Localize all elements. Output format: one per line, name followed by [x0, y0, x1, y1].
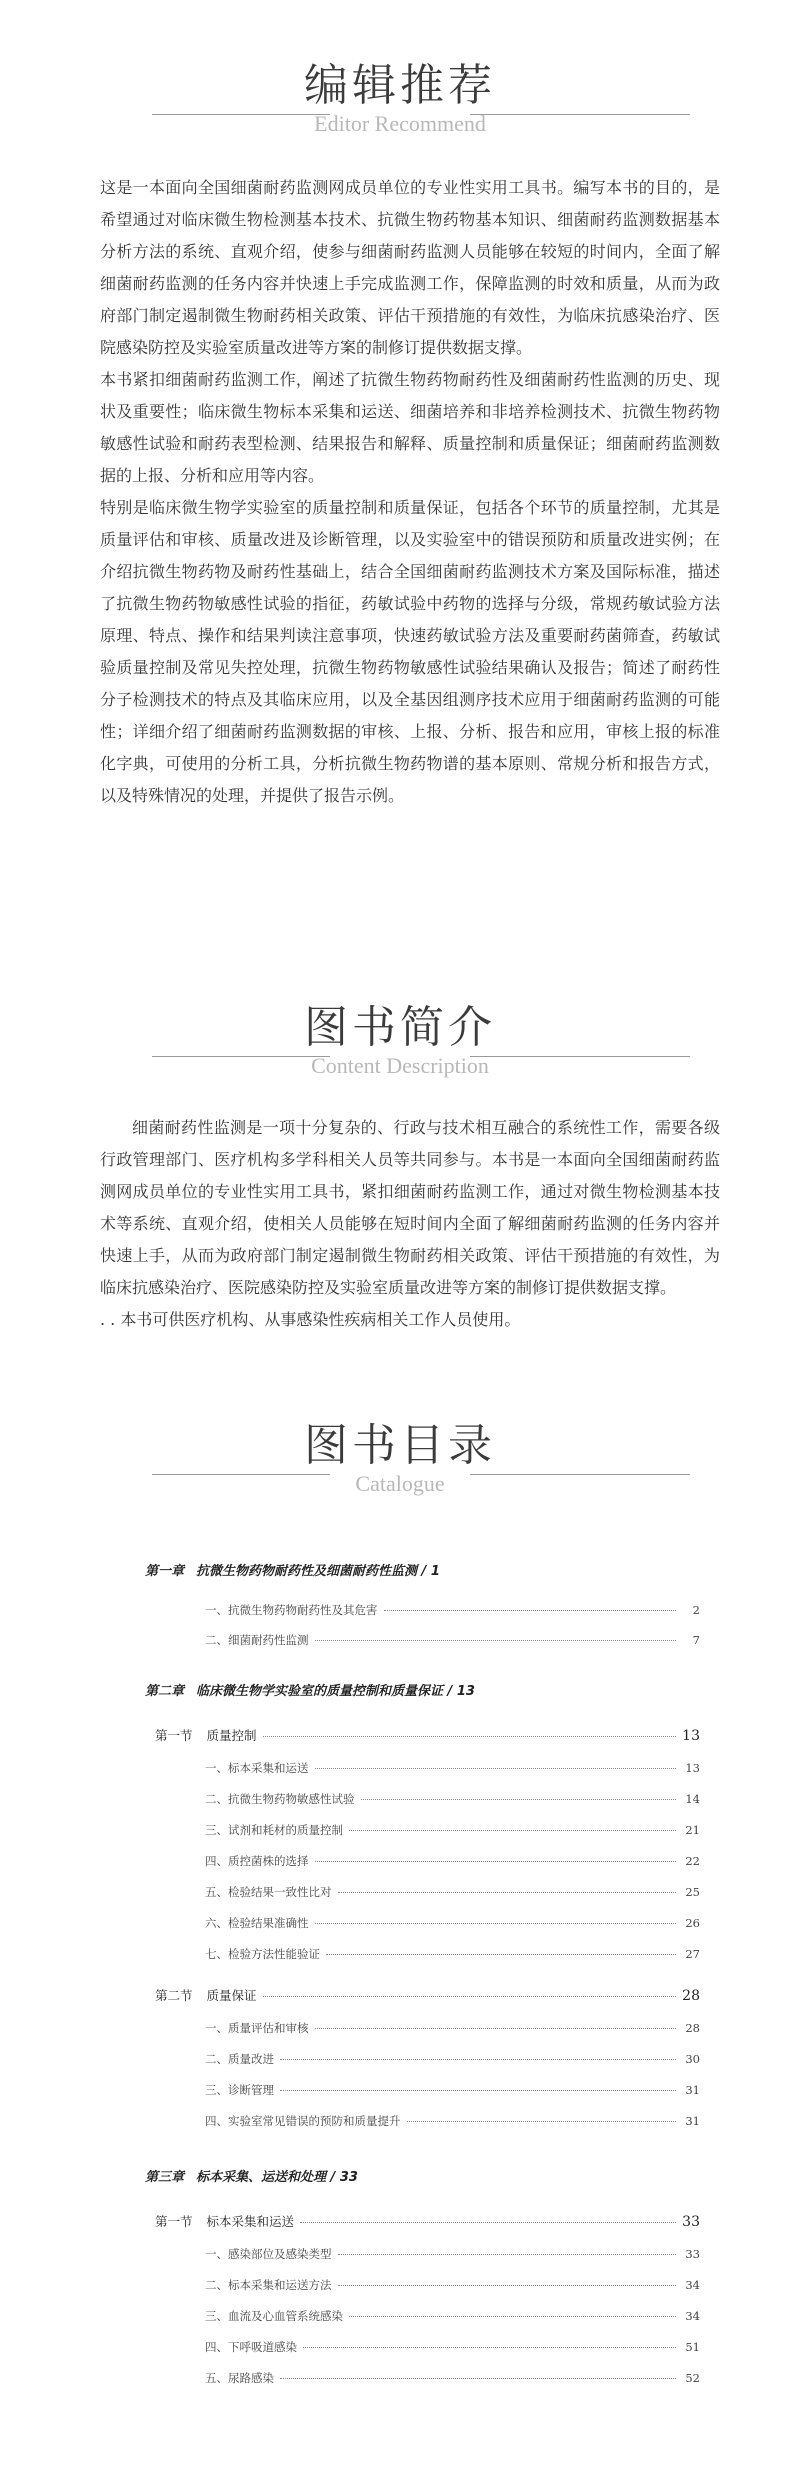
- toc-entry-page: 31: [685, 2083, 700, 2097]
- content-description-heading: [0, 1000, 800, 1090]
- chapter-number: 第一章: [145, 1564, 185, 1579]
- toc-entry-label: 三、血流及心血管系统感染: [205, 2309, 343, 2323]
- toc-chapter[interactable]: [145, 2166, 358, 2185]
- catalogue-heading: [0, 1418, 800, 1508]
- intro-paragraph: 细菌耐药性监测是一项十分复杂的、行政与技术相互融合的系统性工作，需要各级行政管理部门、医疗机构多学科相关人员等共同参与。本书是一本面向全国细菌耐药监测网成员单位的专业性实用工具书，紧扣细菌耐药监测工作，通过对微生物检测基本技术等系统、直观介绍，使相关人员能够在短时间内全面了解细菌耐药监测的任务内容并快速上手，从而为政府部门制定遏制微生物耐药相关政策、评估干预措施的有效性，为临床抗感染治疗、医院感染防控及实验室质量改进等方案的制修订提供数据支撑。: [100, 1118, 720, 1297]
- section-number: 第一节: [155, 1728, 193, 1743]
- toc-entry-page: 26: [685, 1916, 700, 1930]
- toc-entry-label: 二、质量改进: [205, 2052, 274, 2066]
- leader-dots: [407, 2121, 677, 2122]
- intro-paragraph: . . 本书可供医疗机构、从事感染性疾病相关工作人员使用。: [100, 1310, 521, 1329]
- toc-entry[interactable]: [205, 2277, 700, 2293]
- leader-dots: [315, 1640, 677, 1641]
- toc-section[interactable]: [155, 1986, 700, 2004]
- toc-entry[interactable]: [205, 2020, 700, 2036]
- toc-entry-label: 四、实验室常见错误的预防和质量提升: [205, 2114, 401, 2128]
- section-number: 第二节: [155, 1988, 193, 2003]
- catalogue-title-cn: 图书目录: [304, 1420, 496, 1471]
- leader-dots: [361, 1799, 677, 1800]
- toc-entry[interactable]: [205, 1822, 700, 1838]
- section-page: 13: [682, 1728, 700, 1744]
- intro-title-en: Content Description: [311, 1053, 489, 1078]
- toc-entry-label: 四、质控菌株的选择: [205, 1854, 309, 1868]
- editor-title-cn: 编辑推荐: [304, 60, 496, 111]
- toc-entry-label: 一、抗微生物药物耐药性及其危害: [205, 1603, 378, 1617]
- toc-entry[interactable]: [205, 1760, 700, 1776]
- toc-entry-label: 二、细菌耐药性监测: [205, 1633, 309, 1647]
- toc-entry-page: 33: [685, 2247, 700, 2261]
- toc-entry[interactable]: [205, 1853, 700, 1869]
- leader-dots: [263, 1736, 676, 1737]
- toc-entry-label: 二、抗微生物药物敏感性试验: [205, 1792, 355, 1806]
- leader-dots: [315, 2028, 677, 2029]
- toc-entry-label: 六、检验结果准确性: [205, 1916, 309, 1930]
- section-number: 第一节: [155, 2214, 193, 2229]
- section-title: 质量保证: [206, 1988, 257, 2003]
- toc-entry-page: 52: [685, 2371, 700, 2385]
- toc-entry[interactable]: [205, 2308, 700, 2324]
- toc-entry-page: 21: [685, 1823, 700, 1837]
- leader-dots: [338, 2285, 677, 2286]
- toc-entry-page: 14: [685, 1792, 700, 1806]
- toc-entry-label: 七、检验方法性能验证: [205, 1947, 320, 1961]
- toc-entry[interactable]: [205, 1884, 700, 1900]
- toc-entry-label: 五、检验结果一致性比对: [205, 1885, 332, 1899]
- toc-entry-page: 28: [685, 2021, 700, 2035]
- toc-entry-page: 25: [685, 1885, 700, 1899]
- leader-dots: [349, 1830, 676, 1831]
- leader-dots: [315, 1923, 677, 1924]
- leader-dots: [326, 1954, 676, 1955]
- section-page: 33: [682, 2214, 700, 2230]
- leader-dots: [280, 2059, 676, 2060]
- leader-dots: [338, 2254, 677, 2255]
- toc-section[interactable]: [155, 2212, 700, 2230]
- editor-recommend-text: [100, 172, 720, 812]
- leader-dots: [338, 1892, 677, 1893]
- toc-entry-page: 2: [692, 1603, 700, 1617]
- leader-dots: [315, 1861, 677, 1862]
- toc-entry-label: 一、质量评估和审核: [205, 2021, 309, 2035]
- toc-entry[interactable]: [205, 2339, 700, 2355]
- toc-entry-page: 34: [685, 2278, 700, 2292]
- toc-entry[interactable]: [205, 1602, 700, 1618]
- section-page: 28: [682, 1988, 700, 2004]
- section-title: 质量控制: [206, 1728, 257, 1743]
- toc-entry-label: 一、感染部位及感染类型: [205, 2247, 332, 2261]
- toc-entry-page: 7: [692, 1633, 700, 1647]
- toc-entry[interactable]: [205, 2082, 700, 2098]
- leader-dots: [349, 2316, 676, 2317]
- chapter-number: 第二章: [145, 1684, 185, 1699]
- leader-dots: [315, 1768, 677, 1769]
- toc-entry-label: 二、标本采集和运送方法: [205, 2278, 332, 2292]
- toc-entry-label: 三、诊断管理: [205, 2083, 274, 2097]
- section-title: 标本采集和运送: [206, 2214, 295, 2229]
- toc-entry-page: 30: [685, 2052, 700, 2066]
- toc-chapter[interactable]: [145, 1680, 475, 1699]
- editor-title-en: Editor Recommend: [314, 111, 486, 136]
- chapter-title: 临床微生物学实验室的质量控制和质量保证 / 13: [196, 1684, 475, 1699]
- editor-paragraph: 这是一本面向全国细菌耐药监测网成员单位的专业性实用工具书。编写本书的目的，是希望通过对临床微生物检测基本技术、抗微生物药物基本知识、细菌耐药监测数据基本分析方法的系统、直观介绍，使参与细菌耐药监测人员能够在较短的时间内，全面了解细菌耐药监测的任务内容并快速上手完成监测工作，保障监测的时效和质量，从而为政府部门制定遏制微生物耐药相关政策、评估干预措施的有效性，为临床抗感染治疗、医院感染防控及实验室质量改进等方案的制修订提供数据支撑。: [100, 178, 720, 357]
- toc-entry-page: 13: [685, 1761, 700, 1775]
- toc-entry-page: 31: [685, 2114, 700, 2128]
- toc-entry-page: 34: [685, 2309, 700, 2323]
- toc-entry-label: 一、标本采集和运送: [205, 1761, 309, 1775]
- toc-section[interactable]: [155, 1726, 700, 1744]
- leader-dots: [303, 2347, 676, 2348]
- editor-paragraph: 本书紧扣细菌耐药监测工作，阐述了抗微生物药物耐药性及细菌耐药性监测的历史、现状及重要性；临床微生物标本采集和运送、细菌培养和非培养检测技术、抗微生物药物敏感性试验和耐药表型检测、结果报告和解释、质量控制和质量保证；细菌耐药监测数据的上报、分析和应用等内容。: [100, 370, 720, 485]
- leader-dots: [300, 2222, 676, 2223]
- toc-entry[interactable]: [205, 1632, 700, 1648]
- catalogue-title-en: Catalogue: [355, 1471, 445, 1496]
- toc-entry[interactable]: [205, 2113, 700, 2129]
- leader-dots: [263, 1996, 676, 1997]
- toc-entry[interactable]: [205, 1915, 700, 1931]
- content-description-text: [100, 1112, 720, 1336]
- toc-entry[interactable]: [205, 1791, 700, 1807]
- chapter-number: 第三章: [145, 2170, 185, 2185]
- toc-chapter[interactable]: [145, 1560, 440, 1579]
- toc-entry-label: 四、下呼吸道感染: [205, 2340, 297, 2354]
- table-of-contents: [145, 1560, 705, 2460]
- chapter-title: 抗微生物药物耐药性及细菌耐药性监测 / 1: [196, 1564, 440, 1579]
- toc-entry[interactable]: [205, 1946, 700, 1962]
- toc-entry[interactable]: [205, 2370, 700, 2386]
- leader-dots: [384, 1610, 677, 1611]
- leader-dots: [280, 2090, 676, 2091]
- editor-recommend-heading: [0, 58, 800, 148]
- chapter-title: 标本采集、运送和处理 / 33: [196, 2170, 358, 2185]
- toc-entry-page: 27: [685, 1947, 700, 1961]
- toc-entry-label: 三、试剂和耗材的质量控制: [205, 1823, 343, 1837]
- toc-entry-page: 51: [685, 2340, 700, 2354]
- intro-title-cn: 图书简介: [304, 1002, 496, 1053]
- toc-entry-label: 五、尿路感染: [205, 2371, 274, 2385]
- toc-entry-page: 22: [685, 1854, 700, 1868]
- editor-paragraph: 特别是临床微生物学实验室的质量控制和质量保证，包括各个环节的质量控制，尤其是质量评估和审核、质量改进及诊断管理，以及实验室中的错误预防和质量改进实例；在介绍抗微生物药物及耐药性基础上，结合全国细菌耐药监测技术方案及国际标准，描述了抗微生物药物敏感性试验的指征，药敏试验中药物的选择与分级，常规药敏试验方法原理、特点、操作和结果判读注意事项，快速药敏试验方法及重要耐药菌筛查，药敏试验质量控制及常见失控处理，抗微生物药物敏感性试验结果确认及报告；简述了耐药性分子检测技术的特点及其临床应用，以及全基因组测序技术应用于细菌耐药监测的可能性；详细介绍了细菌耐药监测数据的审核、上报、分析、报告和应用，审核上报的标准化字典，可使用的分析工具，分析抗微生物药物谱的基本原则、常规分析和报告方式，以及特殊情况的处理，并提供了报告示例。: [100, 498, 720, 805]
- toc-entry[interactable]: [205, 2246, 700, 2262]
- leader-dots: [280, 2378, 676, 2379]
- toc-entry[interactable]: [205, 2051, 700, 2067]
